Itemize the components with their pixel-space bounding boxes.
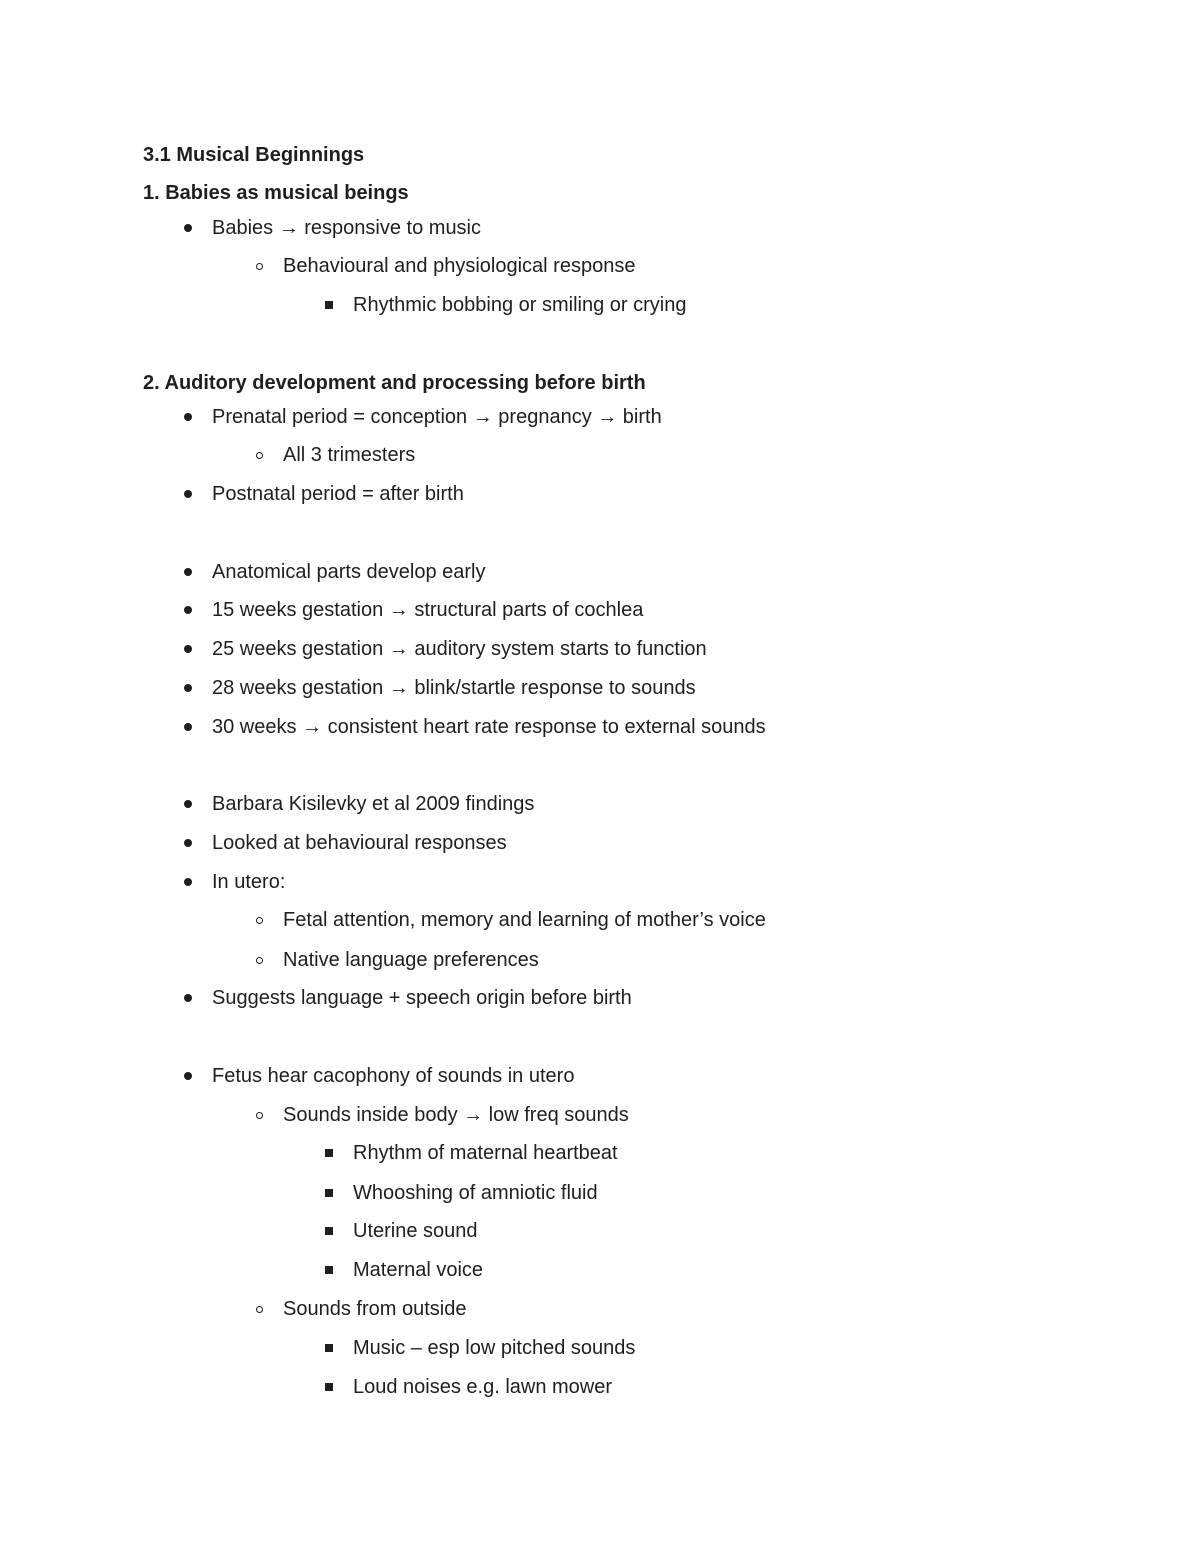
list-item [283, 908, 766, 932]
list-item [353, 293, 686, 317]
list-item [353, 1258, 483, 1282]
document-title: 3.1 Musical Beginnings [143, 144, 365, 166]
list-item-text: 28 weeks gestation → blink/startle response to sounds [212, 677, 696, 699]
list-item [212, 1064, 574, 1088]
list-item [212, 715, 766, 739]
bullet-dot-icon [178, 637, 198, 661]
bullet-dot-icon [178, 1064, 198, 1088]
bullet-circle-icon [249, 1297, 269, 1321]
bullet-circle-icon [249, 1103, 269, 1127]
bullet-dot-icon [178, 792, 198, 816]
bullet-dot-icon [178, 598, 198, 622]
list-item [283, 443, 415, 467]
list-item-text: Anatomical parts develop early [212, 561, 486, 583]
list-item [212, 870, 285, 894]
list-item [353, 1219, 478, 1243]
bullet-dot-icon [178, 216, 198, 240]
bullet-circle-icon [249, 908, 269, 932]
list-item [212, 637, 707, 661]
list-item [283, 948, 539, 972]
list-item [212, 216, 481, 240]
list-item [212, 831, 507, 855]
list-item-text: Behavioural and physiological response [283, 255, 636, 277]
list-item-text: Looked at behavioural responses [212, 832, 507, 854]
bullet-dot-icon [178, 870, 198, 894]
list-item-text: In utero: [212, 871, 286, 893]
bullet-dot-icon [178, 405, 198, 429]
bullet-square-icon [319, 1181, 339, 1205]
list-item-text: Suggests language + speech origin before birth [212, 987, 632, 1009]
bullet-square-icon [319, 1141, 339, 1165]
bullet-dot-icon [178, 715, 198, 739]
list-item [353, 1336, 635, 1360]
list-item [353, 1141, 618, 1165]
bullet-square-icon [319, 1375, 339, 1399]
list-item-text: Loud noises e.g. lawn mower [353, 1376, 613, 1398]
bullet-dot-icon [178, 986, 198, 1010]
bullet-circle-icon [249, 443, 269, 467]
list-item [212, 560, 485, 584]
list-item-text: Fetal attention, memory and learning of mother’s voice [283, 909, 766, 931]
bullet-dot-icon [178, 831, 198, 855]
list-item-text: All 3 trimesters [283, 444, 416, 466]
bullet-dot-icon [178, 676, 198, 700]
list-item-text: Prenatal period = conception → pregnancy → birth [212, 406, 662, 428]
list-item-text: Postnatal period = after birth [212, 483, 464, 505]
list-item-text: Fetus hear cacophony of sounds in utero [212, 1065, 575, 1087]
list-item [212, 792, 534, 816]
bullet-square-icon [319, 1258, 339, 1282]
list-item-text: Whooshing of amniotic fluid [353, 1182, 598, 1204]
list-item-text: Sounds inside body → low freq sounds [283, 1104, 629, 1126]
list-item [283, 1103, 629, 1127]
list-item-text: Rhythm of maternal heartbeat [353, 1142, 618, 1164]
list-item [283, 1297, 466, 1321]
list-item-text: Barbara Kisilevky et al 2009 findings [212, 793, 535, 815]
list-item [212, 482, 464, 506]
list-item-text: Music – esp low pitched sounds [353, 1337, 636, 1359]
list-item [212, 598, 643, 622]
list-item [212, 676, 696, 700]
list-item [212, 405, 662, 429]
bullet-square-icon [319, 293, 339, 317]
bullet-dot-icon [178, 482, 198, 506]
list-item-text: Uterine sound [353, 1220, 478, 1242]
bullet-circle-icon [249, 948, 269, 972]
list-item-text: Maternal voice [353, 1259, 484, 1281]
list-item-text: Rhythmic bobbing or smiling or crying [353, 294, 687, 316]
list-item-text: 15 weeks gestation → structural parts of cochlea [212, 599, 644, 621]
bullet-square-icon [319, 1336, 339, 1360]
bullet-circle-icon [249, 254, 269, 278]
bullet-square-icon [319, 1219, 339, 1243]
section-heading-1: 1. Babies as musical beings [143, 182, 409, 204]
list-item [353, 1181, 598, 1205]
list-item-text: Sounds from outside [283, 1298, 467, 1320]
section-heading-2: 2. Auditory development and processing before birth [143, 372, 646, 394]
list-item-text: Native language preferences [283, 949, 539, 971]
list-item [212, 986, 632, 1010]
list-item-text: 30 weeks → consistent heart rate response to external sounds [212, 716, 766, 738]
list-item [283, 254, 635, 278]
list-item-text: Babies → responsive to music [212, 217, 482, 239]
list-item-text: 25 weeks gestation → auditory system starts to function [212, 638, 707, 660]
bullet-dot-icon [178, 560, 198, 584]
list-item [353, 1375, 612, 1399]
